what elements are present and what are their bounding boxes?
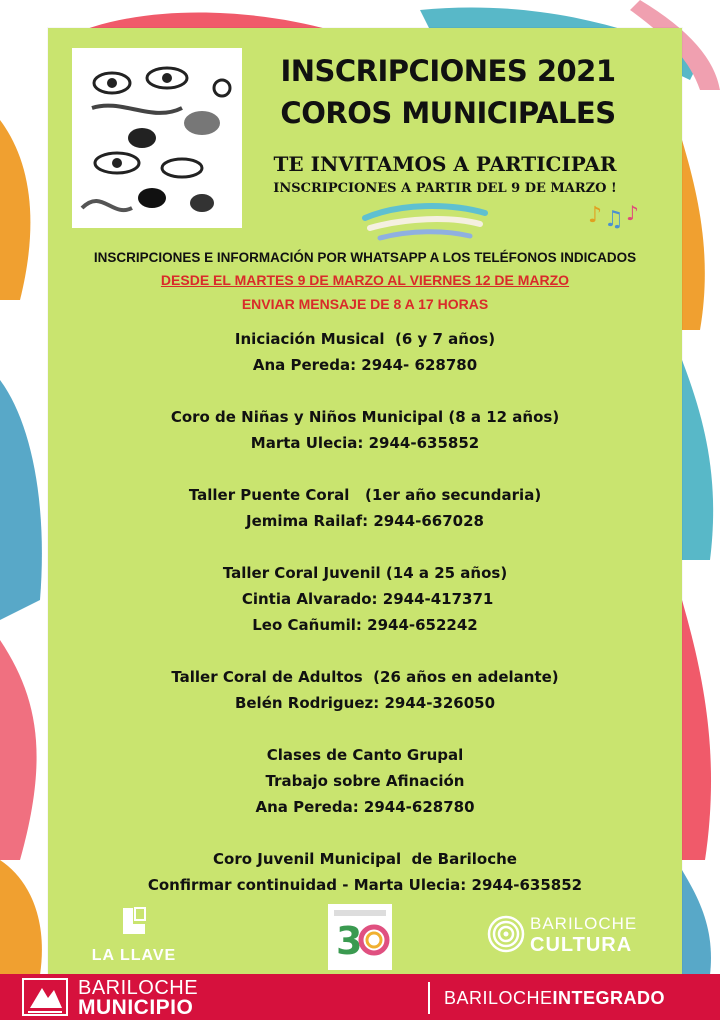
group-name: Taller Coral Juvenil (14 a 25 años) bbox=[222, 564, 508, 582]
bariloche-integrado-logo bbox=[444, 988, 665, 1009]
music-notes-icon bbox=[588, 196, 650, 232]
choir-group bbox=[48, 560, 682, 638]
bariloche-cultura-logo bbox=[486, 912, 646, 962]
municipio-emblem-icon bbox=[22, 978, 68, 1016]
fingerprint-icon bbox=[486, 914, 526, 954]
choir-group bbox=[48, 846, 682, 898]
group-name: Clases de Canto Grupal bbox=[266, 746, 464, 764]
group-name: Taller Puente Coral (1er año secundaria) bbox=[188, 486, 542, 504]
group-name: Coro Juvenil Municipal de Bariloche bbox=[213, 850, 517, 868]
registration-date-range: DESDE EL MARTES 9 DE MARZO AL VIERNES 12 DE MARZO bbox=[160, 272, 570, 288]
poster-title-line1: INSCRIPCIONES 2021 bbox=[280, 54, 616, 88]
choir-group bbox=[48, 326, 682, 378]
group-name: Taller Coral de Adultos (26 años en adelante) bbox=[171, 668, 559, 686]
group-contact: Confirmar continuidad - Marta Ulecia: 2944-635852 bbox=[147, 876, 583, 894]
footer-bar bbox=[0, 974, 720, 1020]
message-hours: ENVIAR MENSAJE DE 8 A 17 HORAS bbox=[241, 296, 489, 312]
abstract-faces-artwork-icon bbox=[72, 48, 242, 228]
choir-group bbox=[48, 742, 682, 820]
svg-text:♪: ♪ bbox=[626, 201, 639, 225]
group-detail: Trabajo sobre Afinación bbox=[265, 772, 465, 790]
sponsor-logos bbox=[48, 900, 682, 972]
thirty-years-badge-icon bbox=[328, 904, 392, 970]
la-llave-logo bbox=[84, 906, 184, 965]
cultura-line1: BARILOCHE bbox=[530, 914, 638, 933]
la-llave-mark-icon bbox=[121, 906, 147, 936]
integrado-suffix: INTEGRADO bbox=[552, 988, 666, 1008]
choir-groups-list bbox=[48, 326, 682, 924]
whatsapp-info: INSCRIPCIONES E INFORMACIÓN POR WHATSAPP A LOS TELÉFONOS INDICADOS bbox=[93, 250, 637, 265]
svg-text:3: 3 bbox=[336, 919, 363, 963]
group-name: Coro de Niñas y Niños Municipal (8 a 12 años) bbox=[170, 408, 560, 426]
group-contact: Ana Pereda: 2944-628780 bbox=[255, 798, 475, 816]
choir-group bbox=[48, 482, 682, 534]
poster-title-line2: COROS MUNICIPALES bbox=[280, 96, 616, 130]
la-llave-text: LA LLAVE bbox=[91, 947, 177, 964]
group-contact: Cintia Alvarado: 2944-417371 bbox=[236, 590, 494, 608]
svg-text:♫: ♫ bbox=[604, 207, 624, 232]
group-contact: Marta Ulecia: 2944-635852 bbox=[250, 434, 480, 452]
svg-text:♪: ♪ bbox=[588, 203, 603, 228]
invite-heading: TE INVITAMOS A PARTICIPAR bbox=[273, 152, 617, 176]
group-contact: Jemima Railaf: 2944-667028 bbox=[246, 512, 484, 530]
registration-start-date: INSCRIPCIONES A PARTIR DEL 9 DE MARZO ! bbox=[273, 181, 617, 196]
group-contact: Ana Pereda: 2944- 628780 bbox=[252, 356, 478, 374]
cultura-line2: CULTURA bbox=[530, 934, 633, 956]
group-name: Iniciación Musical (6 y 7 años) bbox=[234, 330, 496, 348]
integrado-prefix: BARILOCHE bbox=[444, 988, 553, 1008]
choir-group bbox=[48, 404, 682, 456]
choir-group bbox=[48, 664, 682, 716]
color-swoosh-icon bbox=[360, 198, 490, 246]
group-contact: Leo Cañumil: 2944-652242 bbox=[252, 616, 478, 634]
municipio-line1: BARILOCHE bbox=[78, 977, 199, 999]
group-contact: Belén Rodriguez: 2944-326050 bbox=[234, 694, 496, 712]
municipio-line2: MUNICIPIO bbox=[78, 996, 194, 1019]
footer-divider bbox=[428, 982, 430, 1014]
